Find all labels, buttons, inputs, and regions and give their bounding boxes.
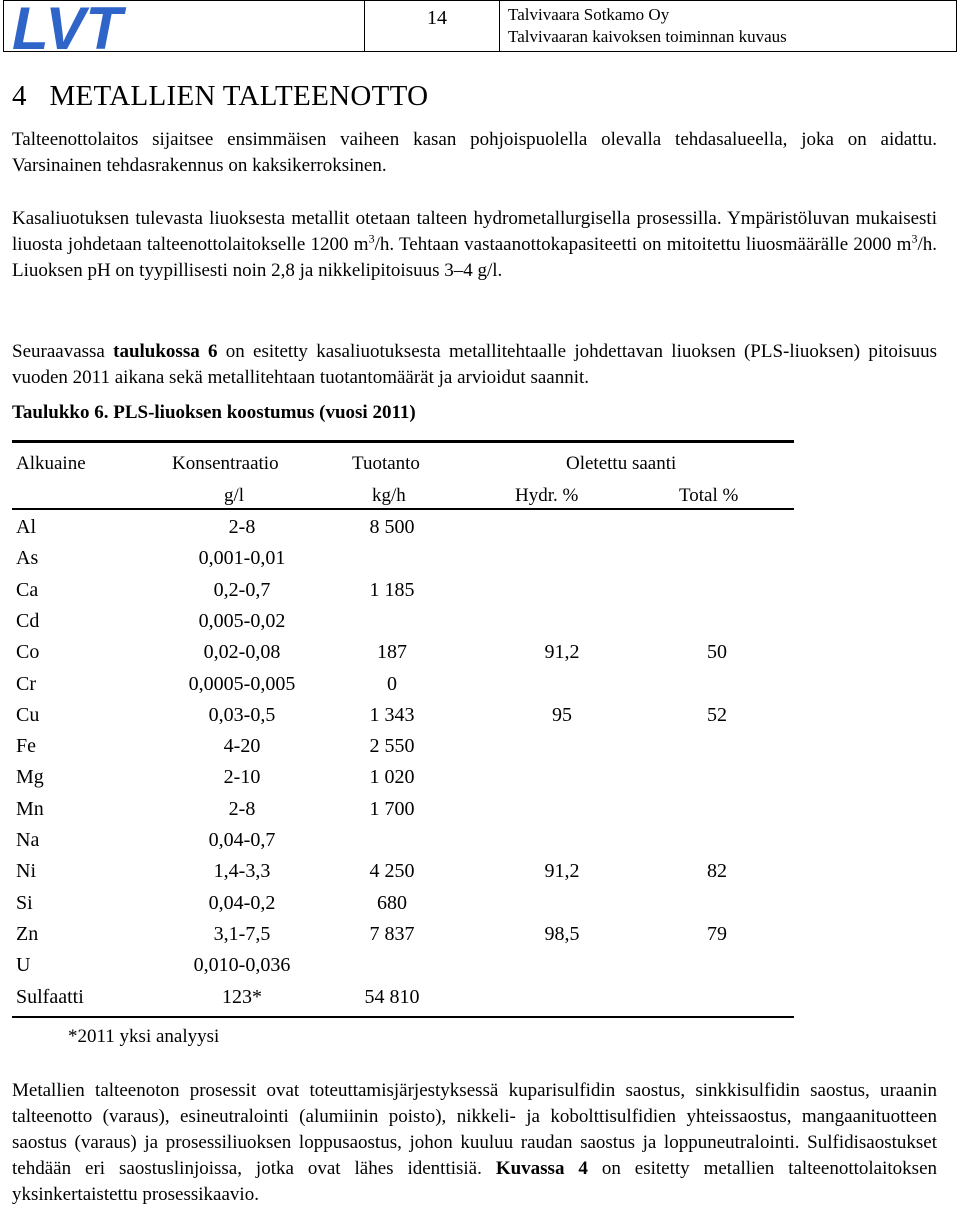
hydr-cell: 91,2	[544, 860, 580, 883]
page-header	[3, 0, 957, 57]
header-conc-unit: g/l	[224, 485, 245, 506]
hydr-cell: 95	[552, 703, 572, 726]
table-bottom-rule	[12, 1016, 794, 1018]
table-row	[12, 986, 794, 1017]
production-cell: 0	[387, 672, 397, 695]
production-cell: 1 700	[369, 797, 415, 820]
concentration-cell: 0,005-0,02	[198, 609, 286, 632]
table-row	[12, 579, 794, 610]
hydr-cell: 98,5	[544, 922, 580, 945]
production-cell: 1 185	[369, 578, 415, 601]
document-title: Talvivaaran kaivoksen toiminnan kuvaus	[508, 27, 787, 46]
header-element: Alkuaine	[16, 453, 86, 474]
paragraph-table-intro: Seuraavassa taulukossa 6 on esitetty kasaliuotuksesta metallitehtaalle johdettavan liuoksen (PLS-liuoksen) pitoisuus vuoden 2011 aikana sekä metallitehtaan tuotantomäärät ja arvioidut saannit.	[12, 341, 937, 388]
table-row	[12, 954, 794, 985]
table-row	[12, 798, 794, 829]
total-cell: 52	[707, 703, 727, 726]
production-cell: 8 500	[369, 516, 415, 538]
header-hydr: Hydr. %	[515, 485, 579, 506]
table-row	[12, 923, 794, 954]
page-number: 14	[365, 1, 500, 51]
element-cell: Si	[16, 891, 33, 914]
paragraph-intro: Talteenottolaitos sijaitsee ensimmäisen vaiheen kasan pohjoispuolella olevalla tehdasalueella, joka on aidattu. Varsinainen tehdasrakennus on kaksikerroksinen.	[12, 129, 937, 176]
concentration-cell: 0,04-0,7	[208, 829, 276, 851]
element-cell: Al	[16, 516, 36, 538]
paragraph-flow: Kasaliuotuksen tulevasta liuoksesta metallit otetaan talteen hydrometallurgisella prosessilla. Ympäristöluvan mukaisesti liuosta johdetaan talteenottolaitokselle 1200 $m^3/h$. Tehtaan vastaanottokapasiteetti on mitoitettu liuosmäärälle 2000 $m^3/h$. Liuoksen pH on tyypillisesti noin 2,8 ja nikkelipitoisuus 3–4 g/l.	[12, 208, 937, 281]
element-cell: Co	[16, 641, 40, 664]
table-row	[12, 547, 794, 578]
table-row	[12, 735, 794, 766]
element-cell: As	[16, 547, 39, 570]
header-yield: Oletettu saanti	[566, 453, 677, 474]
element-cell: U	[16, 954, 31, 977]
element-cell: Cu	[16, 703, 40, 726]
header-production: Tuotanto	[352, 453, 420, 474]
header-prod-unit: kg/h	[372, 485, 406, 506]
table-row	[12, 766, 794, 797]
company-info	[500, 1, 956, 51]
table-row	[12, 516, 794, 547]
total-cell: 50	[707, 641, 727, 664]
concentration-cell: 0,0005-0,005	[188, 672, 296, 695]
production-cell: 2 550	[369, 735, 415, 758]
paragraph-process: Metallien talteenoton prosessit ovat toteuttamisjärjestyksessä kuparisulfidin saostus, sinkkisulfidin saostus, uraanin talteenotto (varaus), esineutralointi (alumiinin poisto), nikkeli- ja kobolttisulfidien yhteissaostus, mangaanituotteen saostus (varaus) ja prosessiliuoksen loppusaostus, johon kuuluu raudan saostus ja loppuneutralointi. Sulfidisaostukset tehdään eri saostuslinjoissa, jotka ovat lähes identtisiä. Kuvassa 4 on esitetty metallien talteenottolaitoksen yksinkertaistettu prosessikaavio.	[12, 1080, 937, 1205]
production-cell: 7 837	[369, 922, 415, 945]
table-row	[12, 860, 794, 891]
concentration-cell: 0,2-0,7	[213, 578, 271, 601]
table-footnote: *2011 yksi analyysi	[68, 1026, 220, 1047]
production-cell: 187	[377, 641, 407, 664]
total-cell: 79	[707, 922, 727, 945]
header-total: Total %	[679, 485, 739, 506]
concentration-cell: 2-8	[228, 797, 256, 820]
concentration-cell: 2-10	[223, 766, 261, 789]
table-row	[12, 641, 794, 672]
production-cell: 1 343	[369, 703, 415, 726]
header-concentration: Konsentraatio	[172, 453, 279, 474]
table-row	[12, 704, 794, 735]
concentration-cell: 2-8	[228, 516, 256, 538]
element-cell: Sulfaatti	[16, 985, 84, 1008]
table-caption: Taulukko 6. PLS-liuoksen koostumus (vuosi 2011)	[12, 402, 416, 423]
concentration-cell: 0,02-0,08	[203, 641, 281, 664]
production-cell: 4 250	[369, 860, 415, 883]
table-row	[12, 673, 794, 704]
logo-cell	[4, 0, 365, 57]
table-row	[12, 610, 794, 641]
table-header-rule	[12, 508, 794, 510]
element-cell: Ni	[16, 860, 36, 883]
concentration-cell: 1,4-3,3	[213, 860, 271, 883]
concentration-cell: 123*	[222, 985, 262, 1008]
company-name: Talvivaara Sotkamo Oy	[508, 5, 670, 24]
concentration-cell: 0,03-0,5	[208, 703, 276, 726]
section-title: 4 METALLIEN TALTEENOTTO	[12, 80, 429, 112]
element-cell: Na	[16, 829, 40, 851]
table-row	[12, 892, 794, 923]
table-top-rule	[12, 440, 794, 443]
concentration-cell: 0,010-0,036	[193, 954, 291, 977]
element-cell: Cr	[16, 672, 36, 695]
concentration-cell: 3,1-7,5	[213, 922, 271, 945]
production-cell: 54 810	[364, 985, 420, 1008]
lvt-logo	[12, 0, 142, 57]
element-cell: Cd	[16, 609, 40, 632]
element-cell: Mg	[16, 766, 44, 789]
concentration-cell: 4-20	[223, 735, 261, 758]
production-cell: 680	[377, 891, 407, 914]
hydr-cell: 91,2	[544, 641, 580, 664]
production-cell: 1 020	[369, 766, 415, 789]
element-cell: Zn	[16, 922, 39, 945]
table-row	[12, 829, 794, 860]
element-cell: Ca	[16, 578, 39, 601]
element-cell: Mn	[16, 797, 44, 820]
total-cell: 82	[707, 860, 727, 883]
concentration-cell: 0,04-0,2	[208, 891, 276, 914]
svg-text:LVT: LVT	[12, 0, 123, 57]
concentration-cell: 0,001-0,01	[198, 547, 286, 570]
element-cell: Fe	[16, 735, 36, 758]
